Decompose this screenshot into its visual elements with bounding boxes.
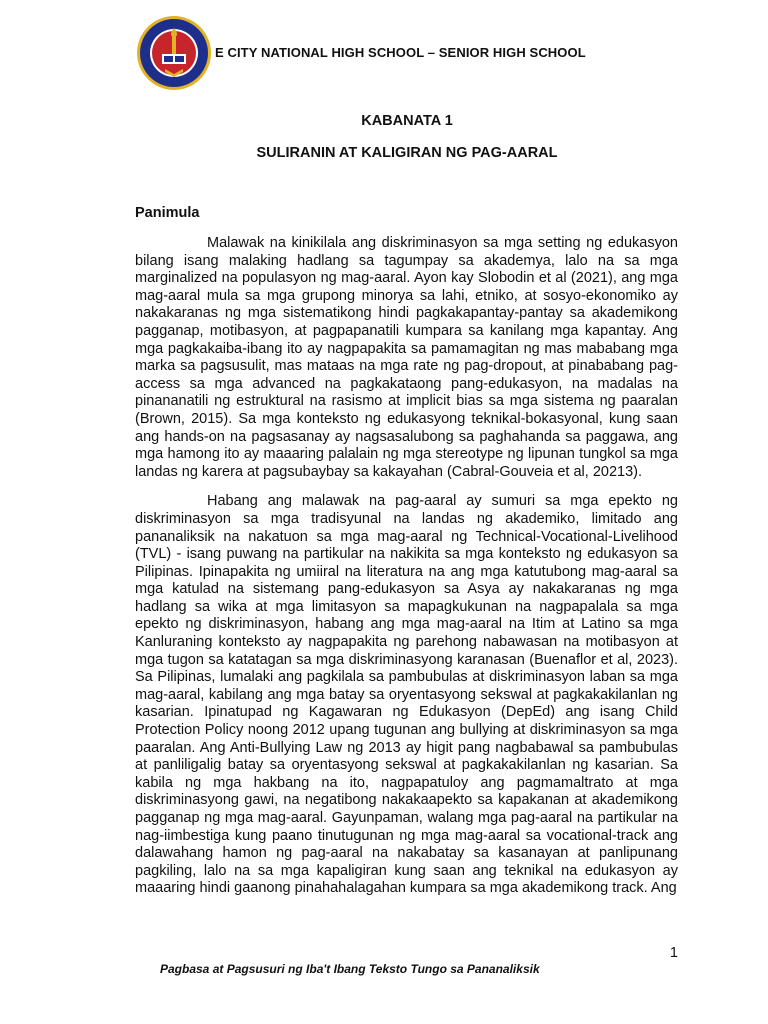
paragraph: Malawak na kinikilala ang diskriminasyon sa mga setting ng edukasyon bilang isang malaking hadlang sa tagumpay sa akademya, lalo na sa mga marginalized na populasyon ng mag-aaral. Ayon kay Slobodin et al (2021), ang mga mag-aaral mula sa mga grupong minorya sa lahi, etniko, at sosyo-ekonomiko ay nakakaranas ng mga sistematikong hindi pagkakapantay-pantay sa akademikong pagganap, motibasyon, at pagpapanatili kumpara sa kanilang mga kapantay. Ang mga pagkakaiba-ibang ito ay nagpapakita sa pamamagitan ng mas mababang mga marka sa pagsusulit, mas mataas na mga rate ng pag-dropout, at pinababang pag-access sa mga advanced na pagkakataong pang-edukasyon, na madalas na pinananatili ng estruktural na rasismo at implicit bias sa mga sistema ng paaralan (Brown, 2015). Sa mga konteksto ng edukasyong teknikal-bokasyonal, kung saan ang hands-on na pagsasanay ay nagsasalubong sa paghahanda sa paggawa, ang mga hamong ito ay maaaring palalain ng mga stereotype ng lipunan tungkol sa mga landas ng karera at pagsubaybay sa kakayahan (Cabral-Gouveia et al, 20213). [135, 235, 678, 480]
document-body [135, 235, 678, 910]
section-heading: Panimula [135, 205, 200, 221]
page-number: 1 [669, 945, 678, 961]
school-seal-icon [135, 14, 213, 92]
chapter-title: KABANATA 1 [361, 113, 453, 129]
school-name: E CITY NATIONAL HIGH SCHOOL – SENIOR HIGH SCHOOL [215, 45, 586, 60]
document-header [135, 14, 735, 94]
page-footer: Pagbasa at Pagsusuri ng Iba't Ibang Teksto Tungo sa Pananaliksik [160, 962, 540, 976]
paragraph: Habang ang malawak na pag-aaral ay sumuri sa mga epekto ng diskriminasyon sa mga tradisyunal na landas ng akademiko, limitado ang pananaliksik na nakatuon sa mga mag-aaral ng Technical-Vocational-Livelihood (TVL) - isang puwang na partikular na nakikita sa mga konteksto ng edukasyon sa Pilipinas. Ipinapakita ng umiiral na literatura na ang mga katutubong mag-aaral sa mga katulad na sistemang pang-edukasyon sa Asya ay nakakaranas ng mga hadlang sa wika at mga limitasyon sa mapagkukunan na nagpapalala sa mga epekto ng diskriminasyon, habang ang mga mag-aaral na Itim at Latino sa mga Kanluraning konteksto ay nagpapakita ng parehong nabawasan na motibasyon at mga tugon sa katatagan sa mga diskriminasyong karanasan (Buenaflor et al, 2023). Sa Pilipinas, lumalaki ang pagkilala sa pambubulas at diskriminasyon laban sa mga mag-aaral, kabilang ang mga batay sa oryentasyong sekswal at pagkakakilanlan ng kasarian. Ipinatupad ng Kagawaran ng Edukasyon (DepEd) ang isang Child Protection Policy noong 2012 upang tugunan ang bullying at diskriminasyon sa mga paaralan. Ang Anti-Bullying Law ng 2013 ay higit pang nagbabawal sa pambubulas at panliligalig batay sa oryentasyong sekswal at pagkakakilanlan ng kasarian. Sa kabila ng mga hakbang na ito, nagpapatuloy ang pagmamaltrato at mga diskriminasyong gawi, na negatibong nakakaapekto sa kapakanan at akademikong pagganap ng mga mag-aaral. Gayunpaman, walang mga pag-aaral na partikular na nag-iimbestiga kung paano tinutugunan ng mga mag-aaral sa vocational-track ang dalawahang hamon ng pag-aaral na nakabatay sa kasanayan at panlipunang pagkiling, lalo na sa mga kapaligiran kung saan ang teknikal na edukasyon ay maaaring hindi gaanong pinahahalagahan kumpara sa mga akademikong track. Ang [135, 493, 678, 897]
chapter-subtitle: SULIRANIN AT KALIGIRAN NG PAG-AARAL [256, 145, 558, 161]
